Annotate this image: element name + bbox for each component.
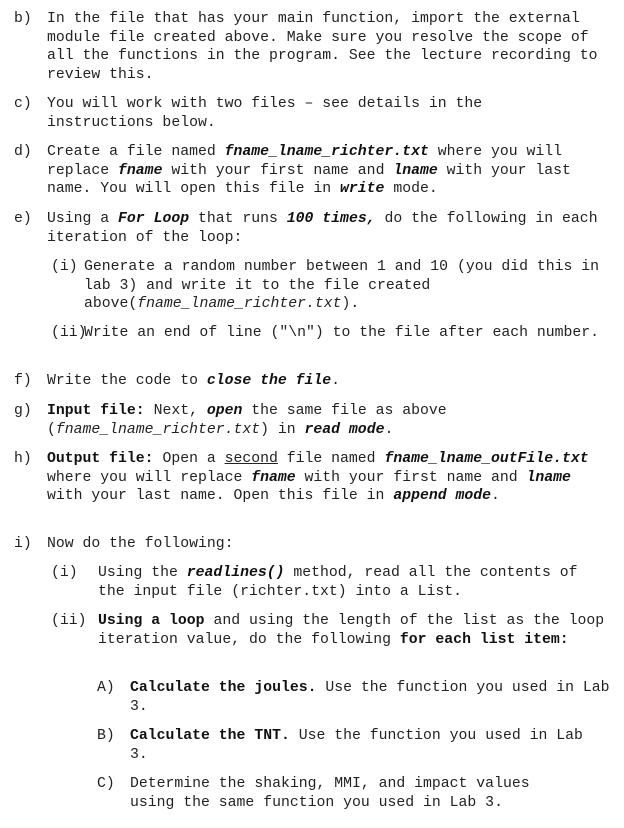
item-text: Output file: Open a second file named fname_lname_outFile.txt where you will replace fname with your first name and lname with your last name. Open this file in append mode. — [47, 451, 589, 504]
item-i-A — [97, 679, 617, 716]
sub-text: Using a loop and using the length of the list as the loop iteration value, do the following for each list item: — [98, 613, 605, 648]
item-i-C — [97, 775, 617, 812]
sub-label: (ii) — [51, 613, 87, 629]
sub-label: (i) — [51, 565, 78, 581]
item-d — [14, 143, 614, 199]
item-text: In the file that has your main function, import the external module file created above. Make sure you resolve the scope of all the functions in the program. See the lecture recording to review this. — [47, 11, 598, 83]
sub-text: Calculate the TNT. Use the function you used in Lab 3. — [130, 728, 583, 763]
item-text: Input file: Next, open the same file as above (fname_lname_richter.txt) in read mode. — [47, 403, 447, 438]
sub-label: (ii) — [51, 325, 87, 341]
item-label: i) — [14, 536, 32, 552]
sub-text: Calculate the joules. Use the function you used in Lab 3. — [130, 680, 610, 715]
sub-text: Determine the shaking, MMI, and impact values using the same function you used in Lab 3. — [130, 776, 530, 811]
item-text: You will work with two files – see details in the instructions below. — [47, 96, 483, 131]
item-label: g) — [14, 403, 32, 419]
item-g — [14, 402, 614, 439]
sub-label: C) — [97, 776, 115, 792]
item-label: f) — [14, 373, 32, 389]
sub-label: B) — [97, 728, 115, 744]
item-i-B — [97, 727, 617, 764]
sub-text: Generate a random number between 1 and 10 (you did this in lab 3) and write it to the file created above(fname_lname_richter.txt). — [84, 259, 600, 312]
item-label: d) — [14, 144, 32, 160]
item-b — [14, 10, 614, 84]
item-text: Using a For Loop that runs 100 times, do the following in each iteration of the loop: — [47, 211, 598, 246]
item-h — [14, 450, 614, 506]
filename: fname_lname_richter.txt — [224, 144, 429, 160]
item-f — [14, 372, 614, 391]
item-e-i — [51, 258, 621, 314]
item-i-ii — [51, 612, 621, 649]
item-text: Create a file named fname_lname_richter.txt where you will replace fname with your first name and lname with your last name. You will open this file in write mode. — [47, 144, 571, 197]
item-text: Write the code to close the file. — [47, 373, 341, 389]
item-c — [14, 95, 614, 132]
item-label: h) — [14, 451, 32, 467]
item-i-i — [51, 564, 621, 601]
item-label: b) — [14, 11, 32, 27]
sub-label: A) — [97, 680, 115, 696]
sub-label: (i) — [51, 259, 78, 275]
sub-text: Using the readlines() method, read all the contents of the input file (richter.txt) into a List. — [98, 565, 578, 600]
sub-text: Write an end of line ("\n") to the file after each number. — [84, 325, 600, 341]
item-label: e) — [14, 211, 32, 227]
item-e-ii — [51, 324, 621, 343]
item-text: Now do the following: — [47, 536, 234, 552]
item-i — [14, 535, 614, 554]
item-e — [14, 210, 614, 247]
item-label: c) — [14, 96, 32, 112]
